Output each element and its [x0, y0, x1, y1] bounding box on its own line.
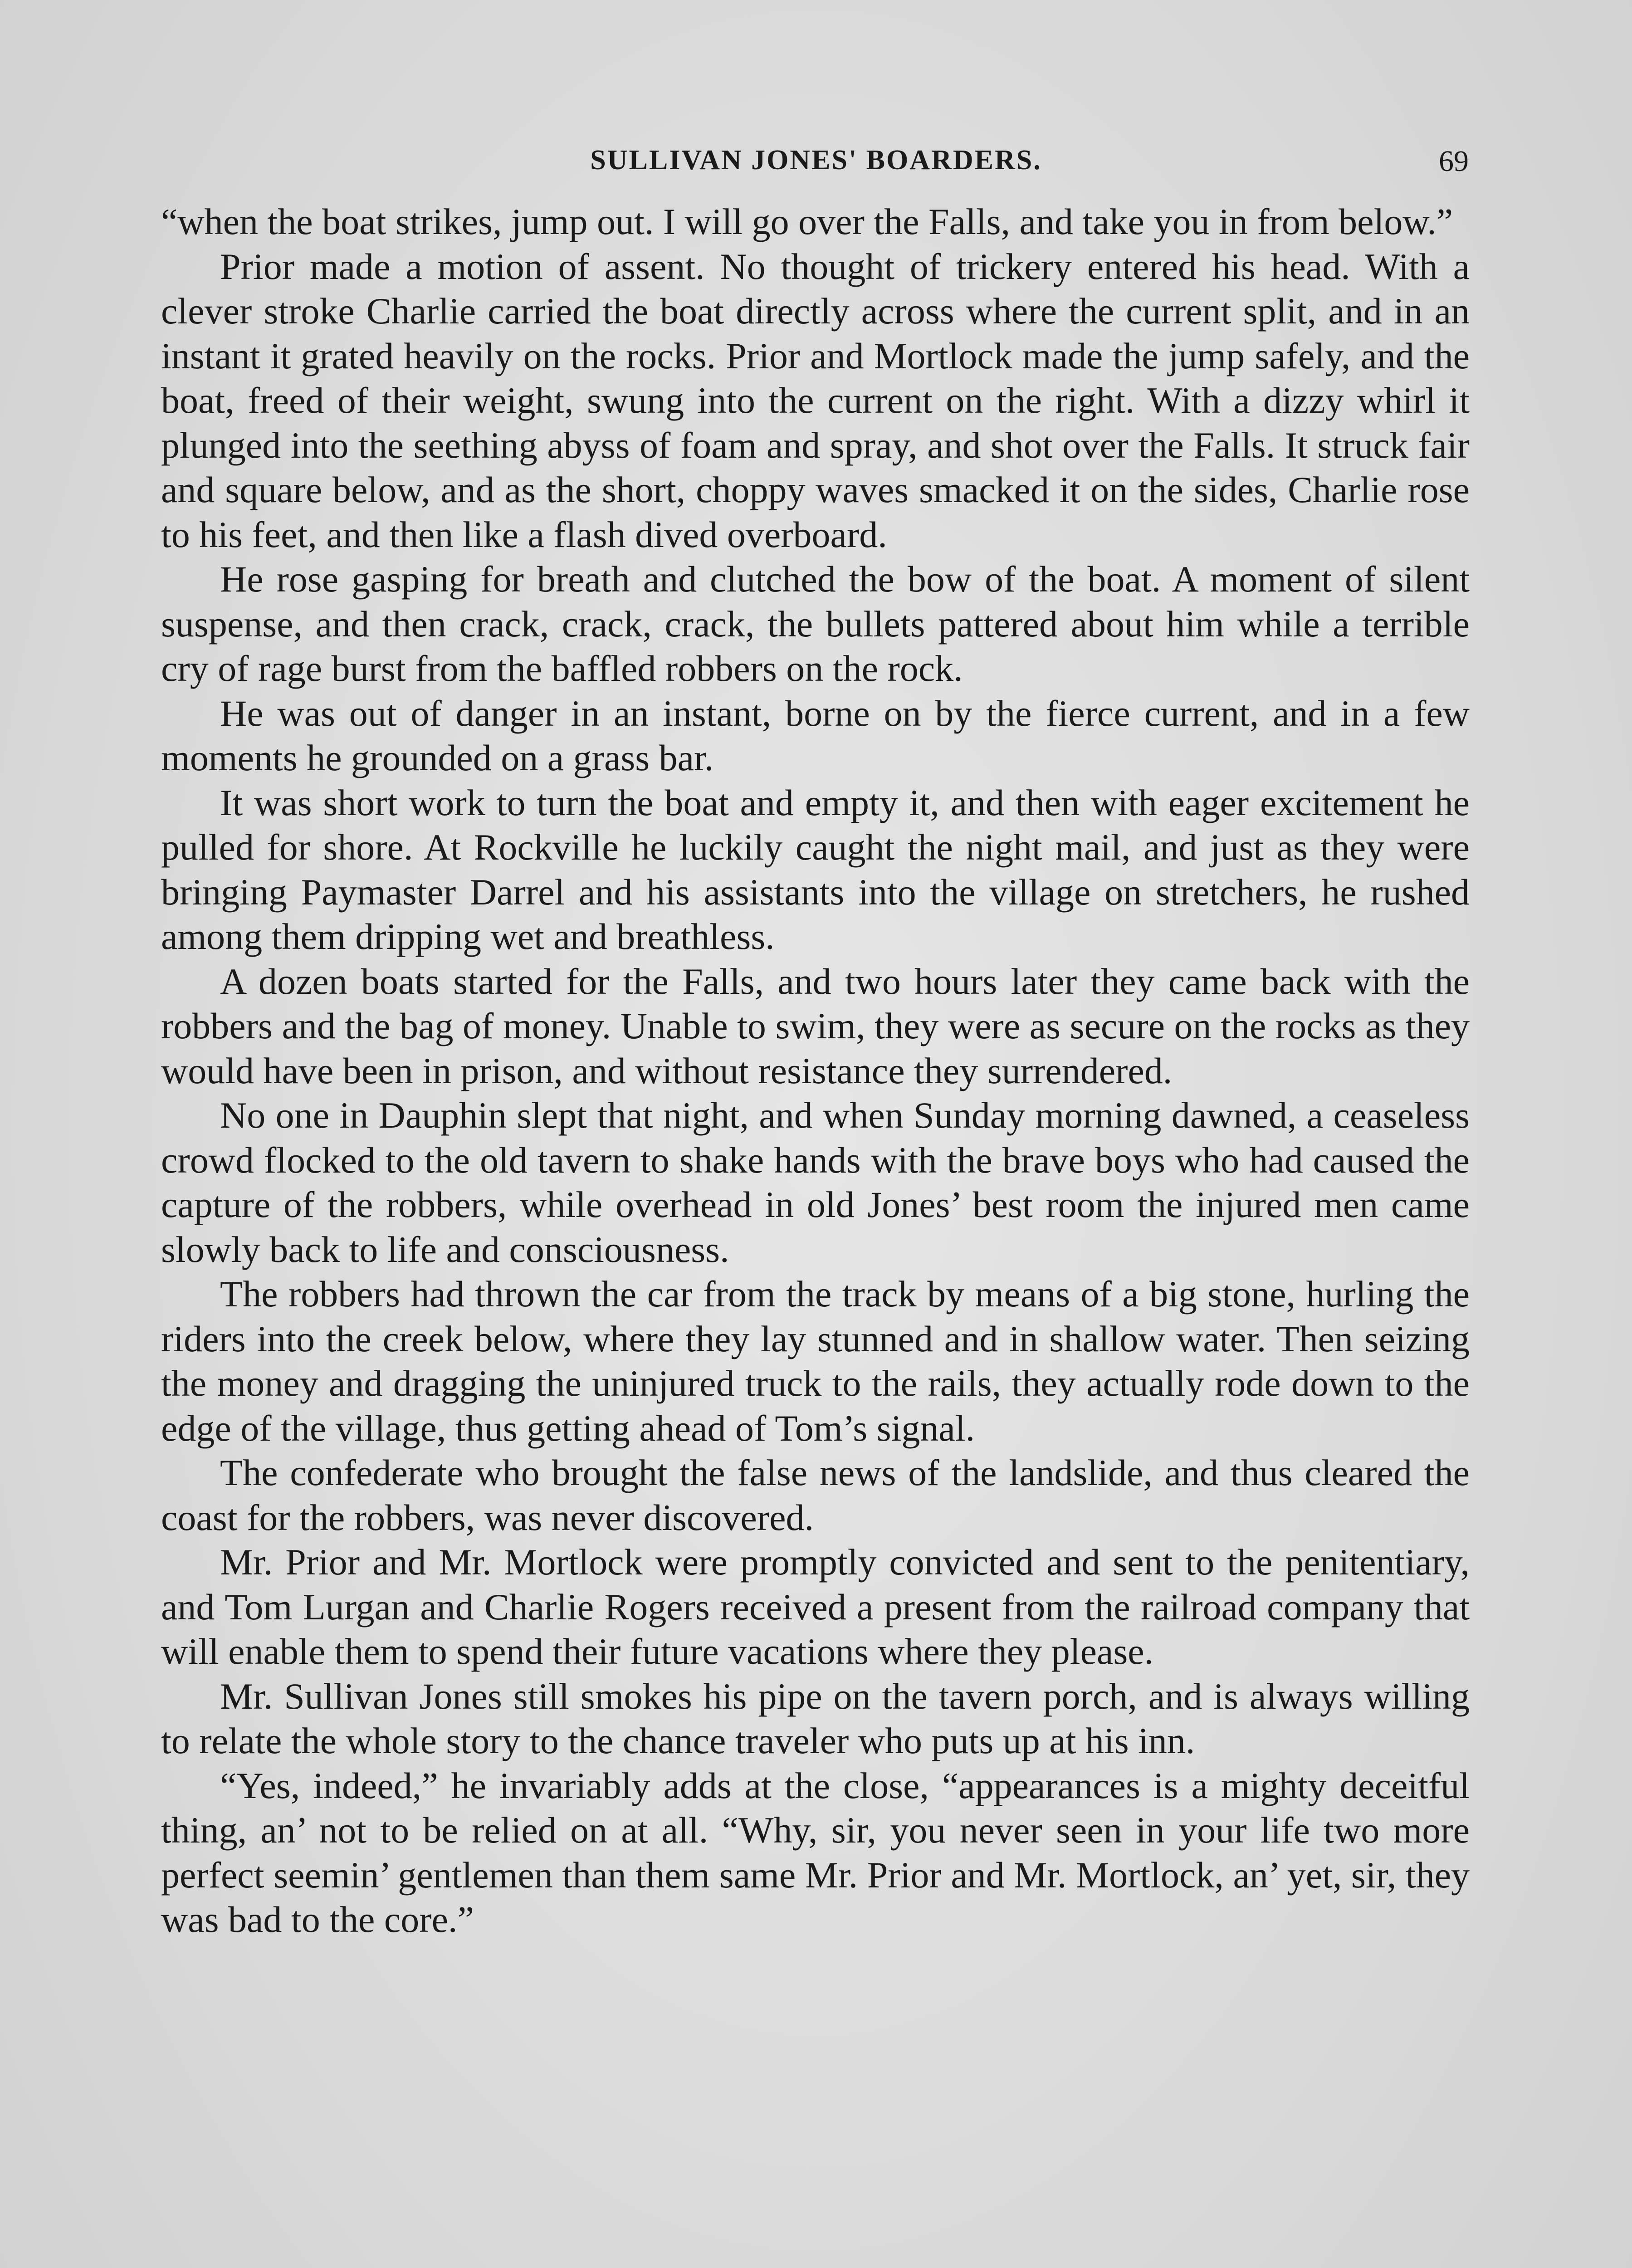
- paragraph: The confederate who brought the false news of the landslide, and thus cleared the coast for the robbers, was never discovered.: [161, 1452, 1470, 1538]
- paragraph: “Yes, indeed,” he invariably adds at the close, “appearances is a mighty deceitful thing, an’ not to be relied on at all. “Why, sir, you never seen in your life two more perfect seemin’ gentlemen than them same Mr. Prior and Mr. Mortlock, an’ yet, sir, they was bad to the core.”: [161, 1765, 1470, 1940]
- running-title: SULLIVAN JONES' BOARDERS.: [590, 145, 1042, 176]
- paragraph: Mr. Prior and Mr. Mortlock were promptly convicted and sent to the penitentiary, and Tom Lurgan and Charlie Rogers received a present from the railroad company that will enable them to spend their future vacations where they please.: [161, 1541, 1470, 1672]
- page-number: 69: [1439, 145, 1469, 178]
- paragraph: No one in Dauphin slept that night, and when Sunday morning dawned, a ceaseless crowd flocked to the old tavern to shake hands with the brave boys who had caused the capture of the robbers, while overhead in old Jones’ best room the injured men came slowly back to life and consciousness.: [161, 1095, 1470, 1270]
- paragraph: He rose gasping for breath and clutched the bow of the boat. A moment of silent suspense, and then crack, crack, crack, the bullets pattered about him while a terrible cry of rage burst from the baffled robbers on the rock.: [161, 558, 1470, 689]
- paragraph: Mr. Sullivan Jones still smokes his pipe on the tavern porch, and is always willing to relate the whole story to the chance traveler who puts up at his inn.: [161, 1675, 1470, 1761]
- paragraph: He was out of danger in an instant, borne on by the fierce current, and in a few moments he grounded on a grass bar.: [161, 692, 1470, 778]
- story-text: [161, 200, 1470, 1942]
- paragraph: The robbers had thrown the car from the track by means of a big stone, hurling the riders into the creek below, where they lay stunned and in shallow water. Then seizing the money and dragging the uninjured truck to the rails, they actually rode down to the edge of the village, thus getting ahead of Tom’s signal.: [161, 1273, 1470, 1449]
- paragraph: Prior made a motion of assent. No thought of trickery entered his head. With a clever stroke Charlie carried the boat directly across where the current split, and in an instant it grated heavily on the rocks. Prior and Mortlock made the jump safely, and the boat, freed of their weight, swung into the current on the right. With a dizzy whirl it plunged into the seething abyss of foam and spray, and shot over the Falls. It struck fair and square below, and as the short, choppy waves smacked it on the sides, Charlie rose to his feet, and then like a flash dived overboard.: [161, 245, 1470, 555]
- paragraph: It was short work to turn the boat and empty it, and then with eager excitement he pulled for shore. At Rockville he luckily caught the night mail, and just as they were bringing Paymaster Darrel and his assistants into the village on stretchers, he rushed among them dripping wet and breathless.: [161, 782, 1470, 957]
- paragraph: A dozen boats started for the Falls, and two hours later they came back with the robbers and the bag of money. Unable to swim, they were as secure on the rocks as they would have been in prison, and without resistance they surrendered.: [161, 960, 1470, 1091]
- paragraph: “when the boat strikes, jump out. I will go over the Falls, and take you in from below.”: [161, 201, 1453, 242]
- page-header: [0, 136, 1632, 191]
